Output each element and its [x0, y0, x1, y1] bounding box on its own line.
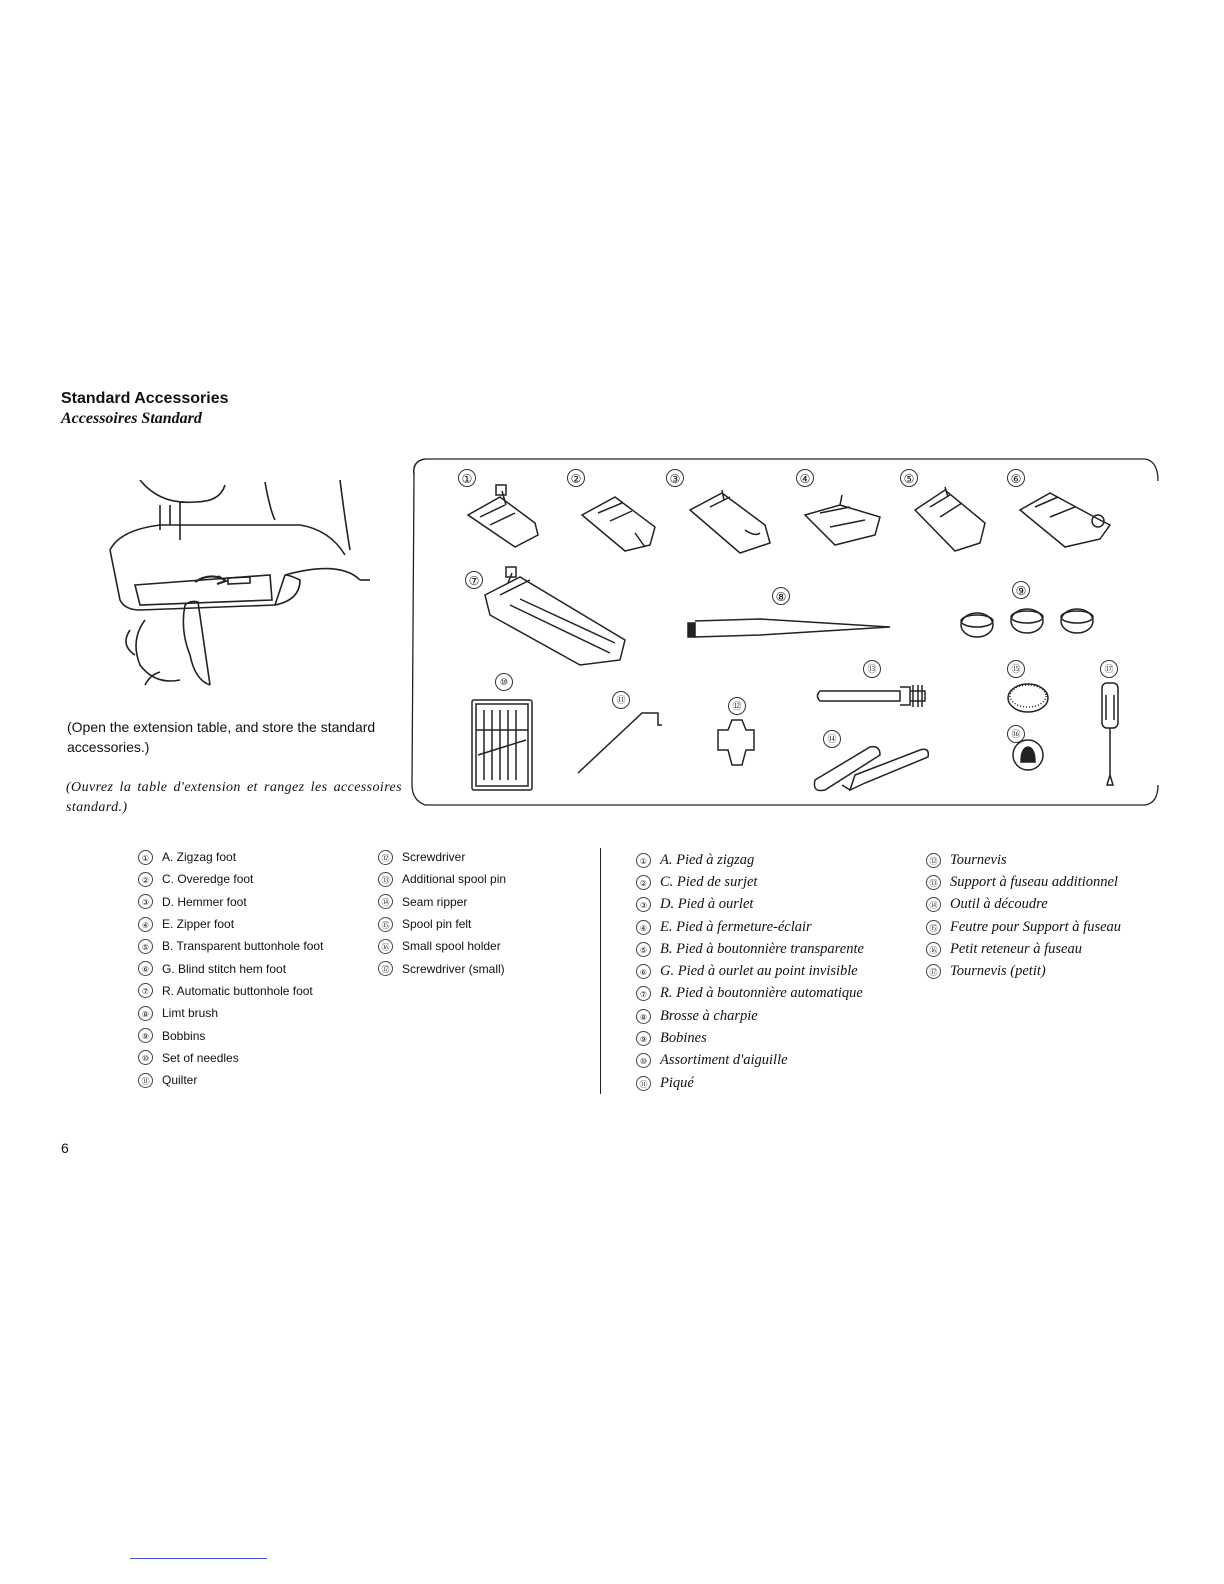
- list-item: ⑬ Support à fuseau additionnel: [926, 871, 1121, 893]
- list-item: ⑩ Set of needles: [138, 1047, 323, 1069]
- list-item: ⑰ Screwdriver (small): [378, 957, 506, 979]
- list-item: ⑭ Seam ripper: [378, 891, 506, 913]
- figure-number-13: ⑬: [863, 660, 881, 678]
- figure-number-11: ⑪: [612, 691, 630, 709]
- figure-number-12: ⑫: [728, 697, 746, 715]
- hemmer-foot-drawing: [690, 490, 770, 553]
- list-item: ⑦ R. Pied à boutonnière automatique: [636, 983, 864, 1005]
- column-divider: [600, 848, 601, 1094]
- list-item: ⑨ Bobines: [636, 1027, 864, 1049]
- figure-number-7: ⑦: [465, 571, 483, 589]
- screwdriver-small-drawing: [1102, 683, 1118, 785]
- list-item: ⑦ R. Automatic buttonhole foot: [138, 980, 323, 1002]
- section-title: Standard Accessories: [61, 390, 229, 407]
- automatic-buttonhole-foot-drawing: [485, 567, 625, 665]
- figure-number-2: ②: [567, 469, 585, 487]
- page-number: 6: [61, 1140, 69, 1156]
- list-item: ① A. Zigzag foot: [138, 846, 323, 868]
- caption-french: (Ouvrez la table d'extension et rangez les accessoires standard.): [66, 780, 402, 815]
- spool-pin-drawing: [818, 685, 926, 707]
- figure-number-5: ⑤: [900, 469, 918, 487]
- footer-rule: [130, 1558, 267, 1559]
- figure-number-1: ①: [458, 469, 476, 487]
- list-item: ⑯ Small spool holder: [378, 935, 506, 957]
- accessories-drawings: [410, 455, 1160, 817]
- list-item: ⑮ Feutre pour Support à fuseau: [926, 916, 1121, 938]
- transparent-buttonhole-foot-drawing: [915, 487, 985, 551]
- needle-set-drawing: [472, 700, 532, 790]
- list-item: ⑰ Tournevis (petit): [926, 960, 1121, 982]
- list-item: ③ D. Hemmer foot: [138, 891, 323, 913]
- list-item: ⑥ G. Pied à ourlet au point invisible: [636, 960, 864, 982]
- accessory-list-french-1: [636, 849, 864, 1094]
- list-item: ③ D. Pied à ourlet: [636, 894, 864, 916]
- figure-number-3: ③: [666, 469, 684, 487]
- figure-number-6: ⑥: [1007, 469, 1025, 487]
- list-item: ⑧ Limt brush: [138, 1002, 323, 1024]
- list-item: ④ E. Zipper foot: [138, 913, 323, 935]
- list-item: ⑥ G. Blind stitch hem foot: [138, 957, 323, 979]
- list-item: ① A. Pied à zigzag: [636, 849, 864, 871]
- list-item: ⑫ Tournevis: [926, 849, 1121, 871]
- zigzag-foot-drawing: [468, 485, 538, 547]
- seam-ripper-drawing: [814, 747, 928, 791]
- accessories-illustration-panel: [410, 455, 1160, 817]
- list-item: ⑮ Spool pin felt: [378, 913, 506, 935]
- accessory-list-english-2: [378, 846, 506, 980]
- bobbins-drawing: [961, 609, 1093, 637]
- quilter-drawing: [578, 713, 662, 773]
- list-item: ② C. Pied de surjet: [636, 871, 864, 893]
- accessory-list-french-2: [926, 849, 1121, 983]
- list-item: ⑬ Additional spool pin: [378, 868, 506, 890]
- list-item: ⑪ Quilter: [138, 1069, 323, 1091]
- screwdriver-flat-drawing: [718, 720, 754, 765]
- spool-pin-felt-drawing: [1008, 684, 1048, 712]
- overedge-foot-drawing: [582, 497, 655, 551]
- list-item: ⑪ Piqué: [636, 1072, 864, 1094]
- figure-number-15: ⑮: [1007, 660, 1025, 678]
- figure-number-9: ⑨: [1012, 581, 1030, 599]
- caption-english: (Open the extension table, and store the standard accessories.): [67, 719, 376, 755]
- figure-number-16: ⑯: [1007, 725, 1025, 743]
- list-item: ⑯ Petit reteneur à fuseau: [926, 938, 1121, 960]
- small-spool-holder-drawing: [1013, 740, 1043, 770]
- figure-number-4: ④: [796, 469, 814, 487]
- list-item: ⑨ Bobbins: [138, 1024, 323, 1046]
- zipper-foot-drawing: [805, 495, 880, 545]
- list-item: ⑩ Assortiment d'aiguille: [636, 1050, 864, 1072]
- blind-stitch-foot-drawing: [1020, 493, 1110, 547]
- figure-number-8: ⑧: [772, 587, 790, 605]
- list-item: ⑫ Screwdriver: [378, 846, 506, 868]
- figure-number-10: ⑩: [495, 673, 513, 691]
- list-item: ② C. Overedge foot: [138, 868, 323, 890]
- figure-number-14: ⑭: [823, 730, 841, 748]
- machine-extension-table-illustration: [100, 480, 370, 690]
- section-title-french: Accessoires Standard: [61, 410, 202, 427]
- list-item: ⑤ B. Transparent buttonhole foot: [138, 935, 323, 957]
- list-item: ⑤ B. Pied à boutonnière transparente: [636, 938, 864, 960]
- figure-number-17: ⑰: [1100, 660, 1118, 678]
- accessory-list-english-1: [138, 846, 323, 1091]
- list-item: ⑭ Outil à découdre: [926, 894, 1121, 916]
- lint-brush-drawing: [688, 619, 890, 637]
- list-item: ④ E. Pied à fermeture-éclair: [636, 916, 864, 938]
- list-item: ⑧ Brosse à charpie: [636, 1005, 864, 1027]
